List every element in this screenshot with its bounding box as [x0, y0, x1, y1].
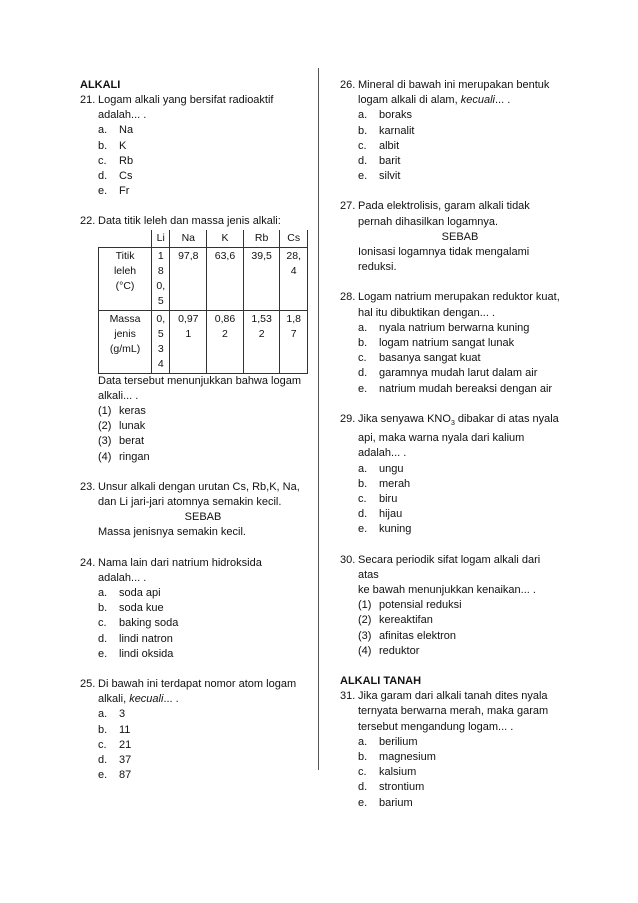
option[interactable]: b. magnesium: [358, 750, 436, 763]
option[interactable]: e. barium: [358, 796, 413, 809]
option[interactable]: (2) kereaktifan: [358, 614, 433, 627]
question-text: alkali... .: [98, 389, 139, 402]
option[interactable]: c. Rb: [98, 154, 134, 167]
table-cell: 0, 5 3 4: [152, 310, 170, 373]
question-text: Unsur alkali dengan urutan Cs, Rb,K, Na,: [98, 480, 300, 493]
table-header: Cs: [280, 230, 308, 248]
question-number: 28.: [340, 291, 356, 304]
question-text: dan Li jari-jari atomnya semakin kecil.: [98, 496, 282, 509]
table-cell: 39,5: [243, 247, 280, 310]
question-27: [340, 199, 562, 275]
option[interactable]: a. 3: [98, 708, 126, 721]
option[interactable]: (4) ringan: [98, 450, 150, 463]
question-text: hal itu dibuktikan dengan... .: [358, 306, 495, 319]
question-31: [340, 689, 562, 811]
sebab-label: SEBAB: [441, 230, 479, 243]
question-number: 27.: [340, 200, 356, 213]
table-header: Li: [152, 230, 170, 248]
question-number: 29.: [340, 412, 356, 425]
question-text: Logam alkali yang bersifat radioaktif: [98, 94, 274, 106]
option[interactable]: (3) berat: [98, 435, 145, 448]
option[interactable]: d. Cs: [98, 170, 133, 183]
row-label: Titik leleh (°C): [99, 247, 152, 310]
question-number: 26.: [340, 79, 356, 91]
question-text: Jika garam dari alkali tanah dites nyala: [358, 690, 548, 703]
section-heading-alkali-tanah: ALKALI TANAH: [340, 675, 422, 688]
option[interactable]: b. K: [98, 139, 127, 152]
question-text: Mineral di bawah ini merupakan bentuk: [358, 79, 550, 91]
option[interactable]: d. lindi natron: [98, 632, 173, 645]
table-header: K: [207, 230, 244, 248]
option[interactable]: a. berilium: [358, 735, 418, 748]
option[interactable]: (2) lunak: [98, 420, 146, 433]
question-number: 30.: [340, 553, 356, 566]
question-text: reduksi.: [358, 261, 397, 274]
question-text: ke bawah menunjukkan kenaikan... .: [358, 584, 536, 597]
question-text: Ionisasi logamnya tidak mengalami: [358, 246, 530, 259]
table-corner: [99, 230, 152, 248]
table-cell: 1,8 7: [280, 310, 308, 373]
option[interactable]: d. barit: [358, 155, 401, 168]
question-30: [340, 553, 562, 659]
table-row: [99, 310, 308, 373]
option[interactable]: (4) reduktor: [358, 644, 420, 657]
question-number: 25.: [80, 678, 96, 691]
option[interactable]: a. soda api: [98, 587, 161, 600]
question-text: api, maka warna nyala dari kalium: [358, 432, 525, 445]
option[interactable]: (3) afinitas elektron: [358, 629, 457, 642]
table-cell: 1,53 2: [243, 310, 280, 373]
option[interactable]: d. 37: [98, 754, 132, 767]
question-number: 21.: [80, 94, 96, 106]
question-text: adalah... .: [358, 447, 407, 460]
option[interactable]: c. baking soda: [98, 617, 179, 630]
data-table: [98, 230, 308, 374]
question-text: adalah... .: [98, 571, 147, 584]
table-header: Na: [170, 230, 207, 248]
question-text: Nama lain dari natrium hidroksida: [98, 556, 262, 569]
left-column: [80, 78, 308, 799]
question-text: ternyata berwarna merah, maka garam: [358, 705, 549, 718]
table-cell: 0,86 2: [207, 310, 244, 373]
question-text: pernah dihasilkan logamnya.: [358, 215, 499, 228]
sebab-label: SEBAB: [184, 511, 222, 524]
question-23: [80, 480, 308, 541]
option[interactable]: e. lindi oksida: [98, 647, 174, 660]
question-text: Massa jenisnya semakin kecil.: [98, 526, 246, 539]
question-number: 31.: [340, 690, 356, 703]
option[interactable]: c. albit: [358, 139, 400, 152]
question-29: [340, 412, 562, 538]
question-25: [80, 677, 308, 783]
question-22: [80, 214, 308, 464]
option[interactable]: e. natrium mudah bereaksi dengan air: [358, 382, 553, 395]
row-label: Massa jenis (g/mL): [99, 310, 152, 373]
option[interactable]: c. biru: [358, 493, 398, 506]
table-header: Rb: [243, 230, 280, 248]
table-cell: 97,8: [170, 247, 207, 310]
question-21: [80, 93, 308, 199]
question-text: Jika senyawa $KNO_3$ dibakar di atas nyala: [358, 412, 559, 428]
question-text: Data tersebut menunjukkan bahwa logam: [98, 374, 302, 387]
option[interactable]: e. 87: [98, 769, 132, 782]
section-heading-alkali: ALKALI: [80, 79, 121, 91]
question-text: adalah... .: [98, 109, 147, 122]
option[interactable]: b. soda kue: [98, 602, 164, 615]
column-divider: [318, 68, 319, 770]
question-text: Secara periodik sifat logam alkali dari atas: [358, 553, 541, 581]
question-number: 23.: [80, 480, 96, 493]
option[interactable]: a. nyala natrium berwarna kuning: [358, 321, 530, 334]
question-text: logam alkali di alam, kecuali... .: [358, 94, 511, 107]
question-text: alkali, kecuali... .: [98, 693, 179, 706]
option[interactable]: a. ungu: [358, 462, 404, 475]
question-text: Logam natrium merupakan reduktor kuat,: [358, 291, 560, 304]
question-number: 22.: [80, 215, 96, 228]
question-number: 24.: [80, 556, 96, 569]
option[interactable]: c. kalsium: [358, 766, 417, 779]
question-text: tersebut mengandung logam... .: [358, 720, 514, 733]
table-cell: 1 8 0, 5: [152, 247, 170, 310]
option[interactable]: b. merah: [358, 477, 411, 490]
option[interactable]: c. basanya sangat kuat: [358, 352, 481, 365]
option[interactable]: b. 11: [98, 723, 131, 736]
option[interactable]: e. Fr: [98, 185, 130, 198]
option[interactable]: d. hijau: [358, 508, 403, 521]
option[interactable]: e. silvit: [358, 170, 401, 183]
option[interactable]: b. logam natrium sangat lunak: [358, 337, 515, 350]
table-cell: 28, 4: [280, 247, 308, 310]
option[interactable]: a. boraks: [358, 109, 413, 122]
question-text: Pada elektrolisis, garam alkali tidak: [358, 200, 530, 213]
option[interactable]: d. garamnya mudah larut dalam air: [358, 367, 538, 380]
question-text: Data titik leleh dan massa jenis alkali:: [98, 215, 281, 228]
right-column: [340, 78, 562, 826]
option[interactable]: e. kuning: [358, 523, 412, 536]
option[interactable]: c. 21: [98, 738, 132, 751]
option[interactable]: (1) potensial reduksi: [358, 599, 462, 612]
option[interactable]: a. Na: [98, 124, 134, 137]
question-24: [80, 556, 308, 662]
table-cell: 63,6: [207, 247, 244, 310]
option[interactable]: (1) keras: [98, 405, 146, 418]
option[interactable]: d. strontium: [358, 781, 425, 794]
table-cell: 0,97 1: [170, 310, 207, 373]
question-28: [340, 290, 562, 396]
table-row: [99, 247, 308, 310]
question-26: [340, 78, 562, 184]
option[interactable]: b. karnalit: [358, 124, 415, 137]
question-text: Di bawah ini terdapat nomor atom logam: [98, 678, 297, 691]
